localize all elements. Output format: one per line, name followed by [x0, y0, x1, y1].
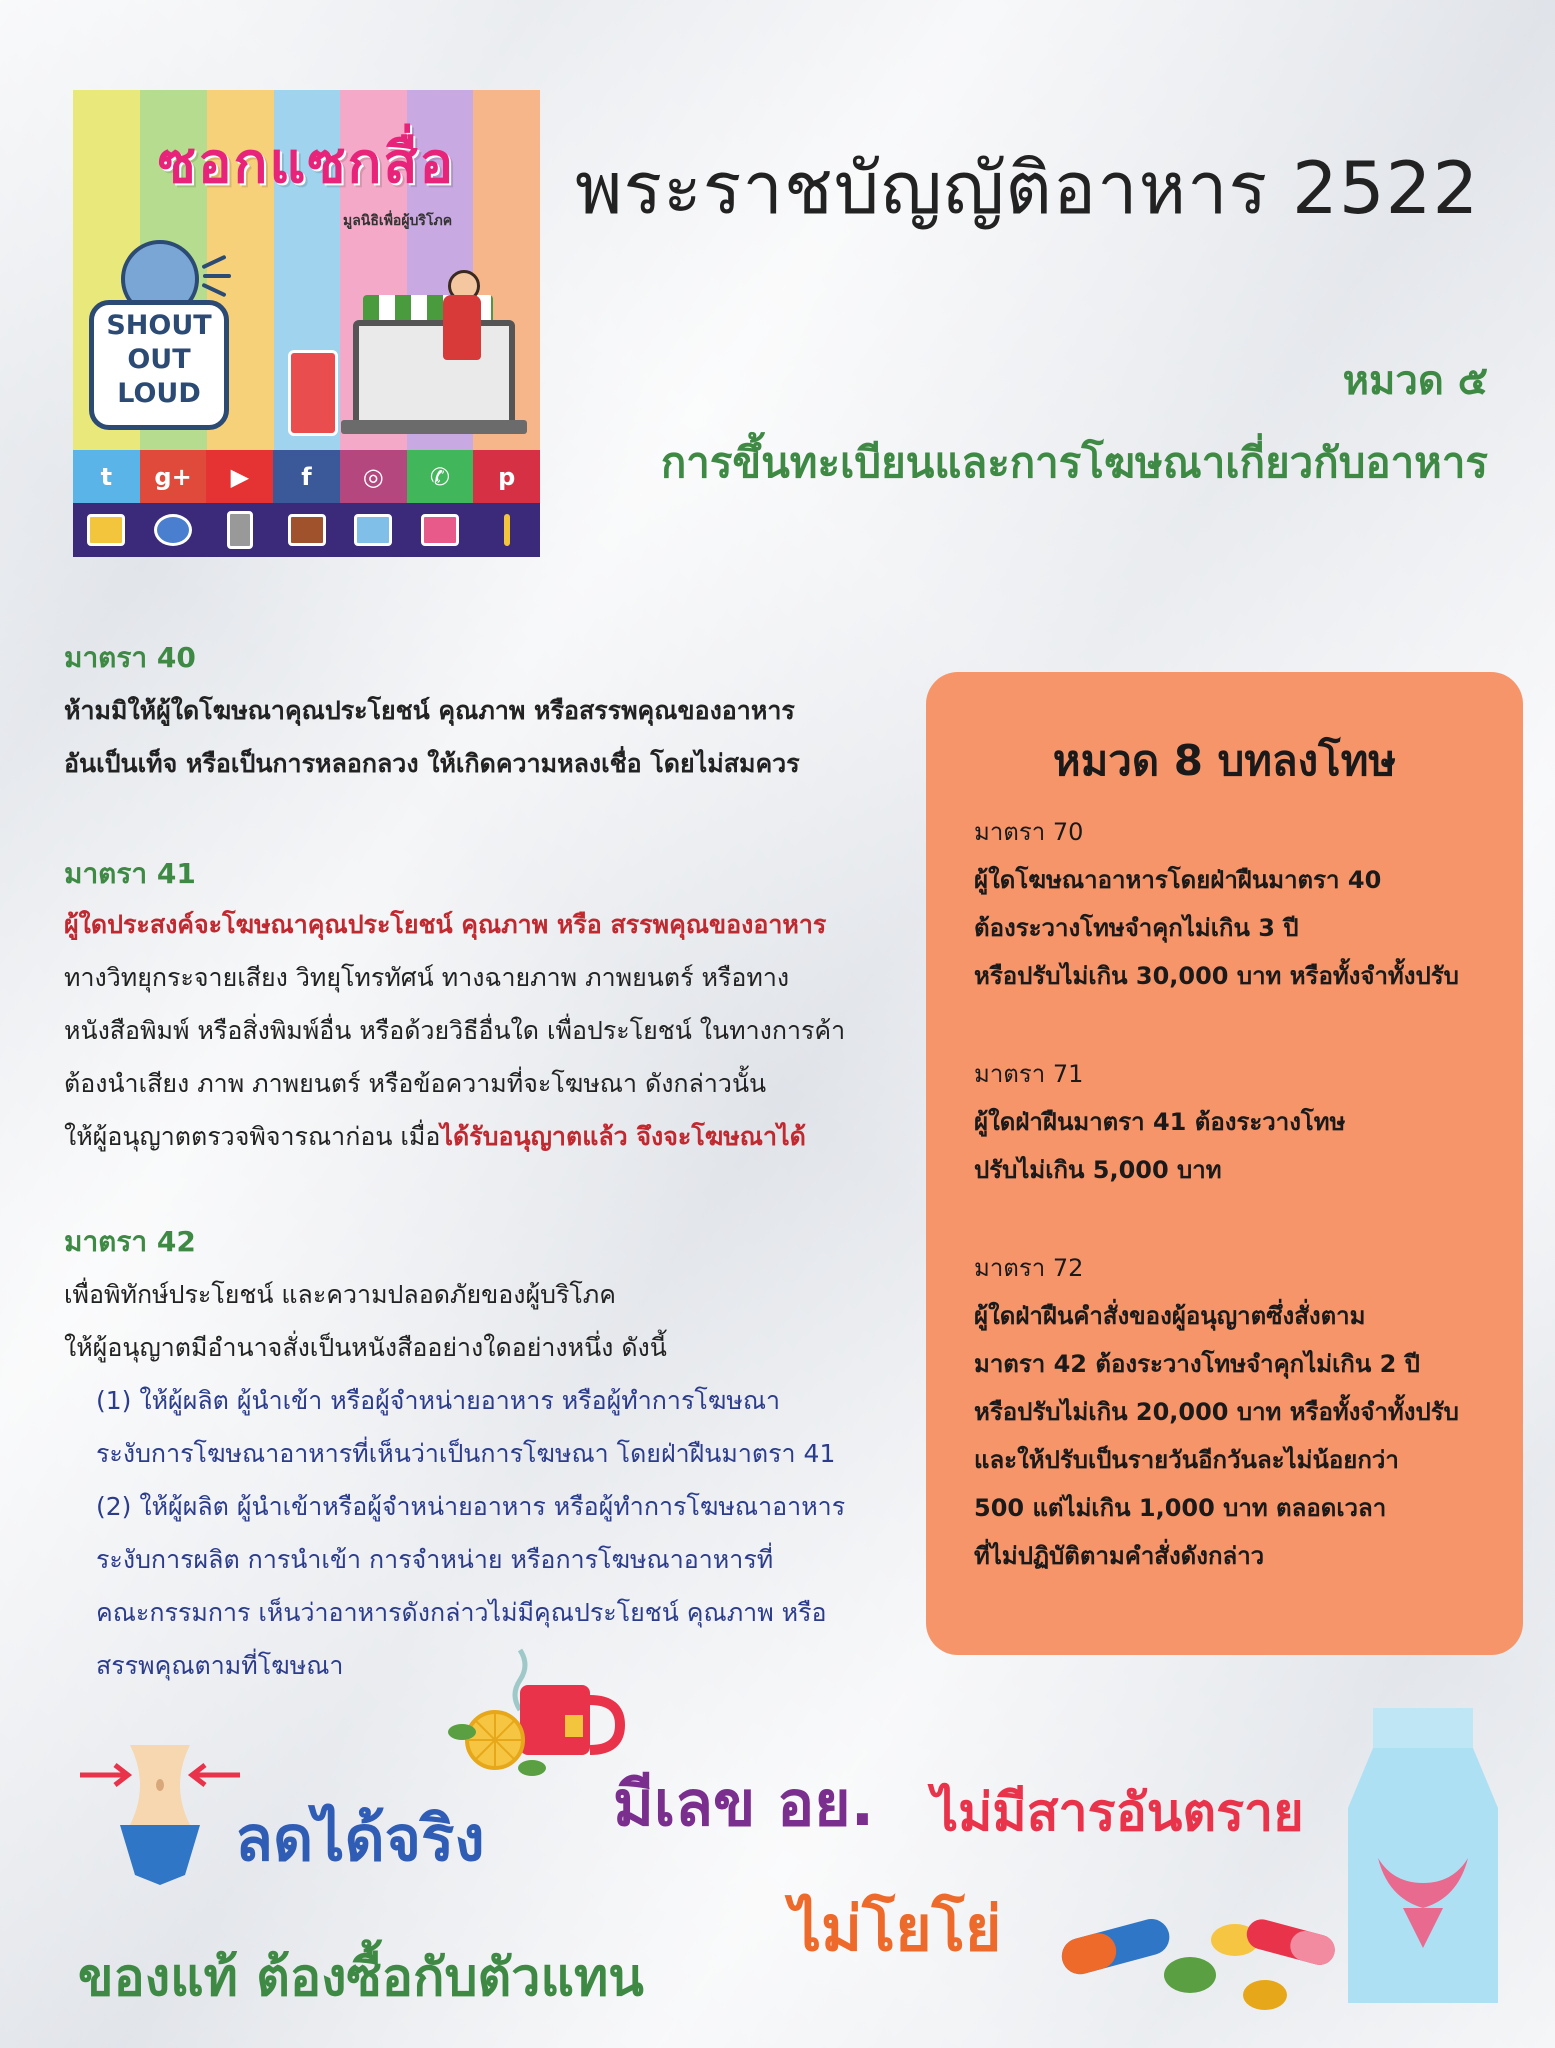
twitter-icon: t [73, 450, 140, 503]
section-42-heading: มาตรา 42 [64, 1225, 196, 1258]
section-41-body [64, 898, 845, 1163]
section-40-line: อันเป็นเท็จ หรือเป็นการหลอกลวง ให้เกิดความหลงเชื่อ โดยไม่สมควร [64, 749, 800, 778]
section-72-line: และให้ปรับเป็นรายวันอีกวันละไม่น้อยกว่า [974, 1446, 1399, 1474]
section-41-line: ต้องนำเสียง ภาพ ภาพยนตร์ หรือข้อความที่จะโฆษณา ดังกล่าวนั้น [64, 1069, 767, 1098]
shout-line-icon [203, 274, 231, 278]
shout-out-loud-badge [89, 300, 229, 430]
computer-icon [340, 503, 407, 557]
section-41-line: ผู้ใดประสงค์จะโฆษณาคุณประโยชน์ คุณภาพ หรือ สรรพคุณของอาหาร [64, 910, 827, 939]
laptop-icon [353, 320, 515, 427]
pinterest-icon: p [473, 450, 540, 503]
shout-word: OUT [127, 344, 191, 375]
pills-icon [1050, 1895, 1340, 2025]
slim-waist-icon [70, 1745, 250, 1895]
section-72-line: 500 แต่ไม่เกิน 1,000 บาท ตลอดเวลา [974, 1494, 1387, 1522]
section-70-line: หรือปรับไม่เกิน 30,000 บาท หรือทั้งจำทั้งปรับ [974, 962, 1459, 990]
logo-title: ซอกแซกสื่อ [157, 131, 456, 196]
section-70-line: ต้องระวางโทษจำคุกไม่เกิน 3 ปี [974, 914, 1299, 942]
chapter-5-number: หมวด ๕ [1342, 358, 1488, 404]
section-71-heading: มาตรา 71 [974, 1060, 1084, 1088]
section-70 [974, 808, 1459, 1000]
section-41-highlight: ได้รับอนุญาตแล้ว จึงจะโฆษณาได้ [440, 1122, 806, 1151]
whatsapp-icon: ✆ [407, 450, 474, 503]
section-40-body [64, 684, 800, 790]
tv-icon [73, 503, 140, 557]
section-40-line: ห้ามมิให้ผู้ใดโฆษณาคุณประโยชน์ คุณภาพ หรือสรรพคุณของอาหาร [64, 696, 795, 725]
section-72-heading: มาตรา 72 [974, 1254, 1084, 1282]
media-icon-row [73, 503, 540, 557]
facebook-icon: f [273, 450, 340, 503]
section-71 [974, 1050, 1345, 1194]
slogan-genuine: ของแท้ ต้องซื้อกับตัวแทน [78, 1948, 644, 2008]
section-71-line: ผู้ใดฝ่าฝืนมาตรา 41 ต้องระวางโทษ [974, 1108, 1346, 1136]
section-72-line: ผู้ใดฝ่าฝืนคำสั่งของผู้อนุญาตซึ่งสั่งตาม [974, 1302, 1366, 1330]
shopper-body-icon [443, 295, 481, 360]
instagram-icon: ◎ [340, 450, 407, 503]
section-42-item-1: ระงับการโฆษณาอาหารที่เห็นว่าเป็นการโฆษณา โดยฝ่าฝืนมาตรา 41 [96, 1439, 836, 1468]
radio-icon [273, 503, 340, 557]
section-42-item-2: (2) ให้ผู้ผลิต ผู้นำเข้าหรือผู้จำหน่ายอาหาร หรือผู้ทำการโฆษณาอาหาร [96, 1492, 846, 1521]
section-42-item-2: ระงับการผลิต การนำเข้า การจำหน่าย หรือการโฆษณาอาหารที่ [96, 1545, 774, 1574]
section-42-item-2: คณะกรรมการ เห็นว่าอาหารดังกล่าวไม่มีคุณประโยชน์ คุณภาพ หรือ [96, 1598, 827, 1627]
section-41-heading: มาตรา 41 [64, 857, 196, 890]
section-42-line: เพื่อพิทักษ์ประโยชน์ และความปลอดภัยของผู้บริโภค [64, 1280, 617, 1309]
slogan-fda-number: มีเลข อย. [613, 1767, 875, 1840]
section-42-item-2: สรรพคุณตามที่โฆษณา [96, 1651, 344, 1680]
section-72-line: มาตรา 42 ต้องระวางโทษจำคุกไม่เกิน 2 ปี [974, 1350, 1420, 1378]
mobile-icon [206, 503, 273, 557]
section-42-body [64, 1268, 845, 1692]
energy-drink-carton-icon [1348, 1708, 1498, 2003]
logo [73, 90, 540, 557]
section-71-line: ปรับไม่เกิน 5,000 บาท [974, 1156, 1222, 1184]
slogan-no-harmful: ไม่มีสารอันตราย [932, 1783, 1304, 1843]
section-41-line: หนังสือพิมพ์ หรือสิ่งพิมพ์อื่น หรือด้วยวิธีอื่นใด เพื่อประโยชน์ ในทางการค้า [64, 1016, 846, 1045]
section-70-line: ผู้ใดโฆษณาอาหารโดยฝ่าฝืนมาตรา 40 [974, 866, 1382, 894]
youtube-icon: ▶ [206, 450, 273, 503]
section-42-item-1: (1) ให้ผู้ผลิต ผู้นำเข้า หรือผู้จำหน่ายอาหาร หรือผู้ทำการโฆษณา [96, 1386, 781, 1415]
laptop-base-icon [341, 420, 527, 434]
tea-cup-icon [440, 1640, 630, 1780]
antenna-icon [473, 503, 540, 557]
slogan-no-yoyo: ไม่โยโย่ [790, 1892, 1002, 1965]
social-icon-row [73, 450, 540, 503]
section-41-text: ให้ผู้อนุญาตตรวจพิจารณาก่อน เมื่อ [64, 1122, 441, 1151]
section-41-line [64, 1110, 845, 1163]
penalty-box [926, 672, 1523, 1655]
section-72 [974, 1244, 1459, 1580]
television-icon [407, 503, 474, 557]
section-40-heading: มาตรา 40 [64, 641, 196, 674]
shout-word: LOUD [117, 378, 201, 409]
section-72-line: หรือปรับไม่เกิน 20,000 บาท หรือทั้งจำทั้งปรับ [974, 1398, 1459, 1426]
slogan-lose-weight: ลดได้จริง [235, 1802, 485, 1875]
chapter-5-title: การขึ้นทะเบียนและการโฆษณาเกี่ยวกับอาหาร [660, 438, 1488, 487]
section-41-line: ทางวิทยุกระจายเสียง วิทยุโทรทัศน์ ทางฉายภาพ ภาพยนตร์ หรือทาง [64, 963, 790, 992]
section-72-line: ที่ไม่ปฏิบัติตามคำสั่งดังกล่าว [974, 1542, 1265, 1570]
google-plus-icon: g+ [140, 450, 207, 503]
shout-word: SHOUT [106, 310, 212, 341]
section-42-line: ให้ผู้อนุญาตมีอำนาจสั่งเป็นหนังสืออย่างใดอย่างหนึ่ง ดังนี้ [64, 1333, 667, 1362]
penalty-title: หมวด 8 บทลงโทษ [1052, 736, 1397, 785]
consumer-foundation-icon [140, 503, 207, 557]
page-title: พระราชบัญญัติอาหาร 2522 [575, 146, 1480, 230]
phone-shop-icon [288, 350, 338, 436]
section-70-heading: มาตรา 70 [974, 818, 1084, 846]
logo-subtitle: มูลนิธิเพื่อผู้บริโภค [343, 213, 453, 229]
